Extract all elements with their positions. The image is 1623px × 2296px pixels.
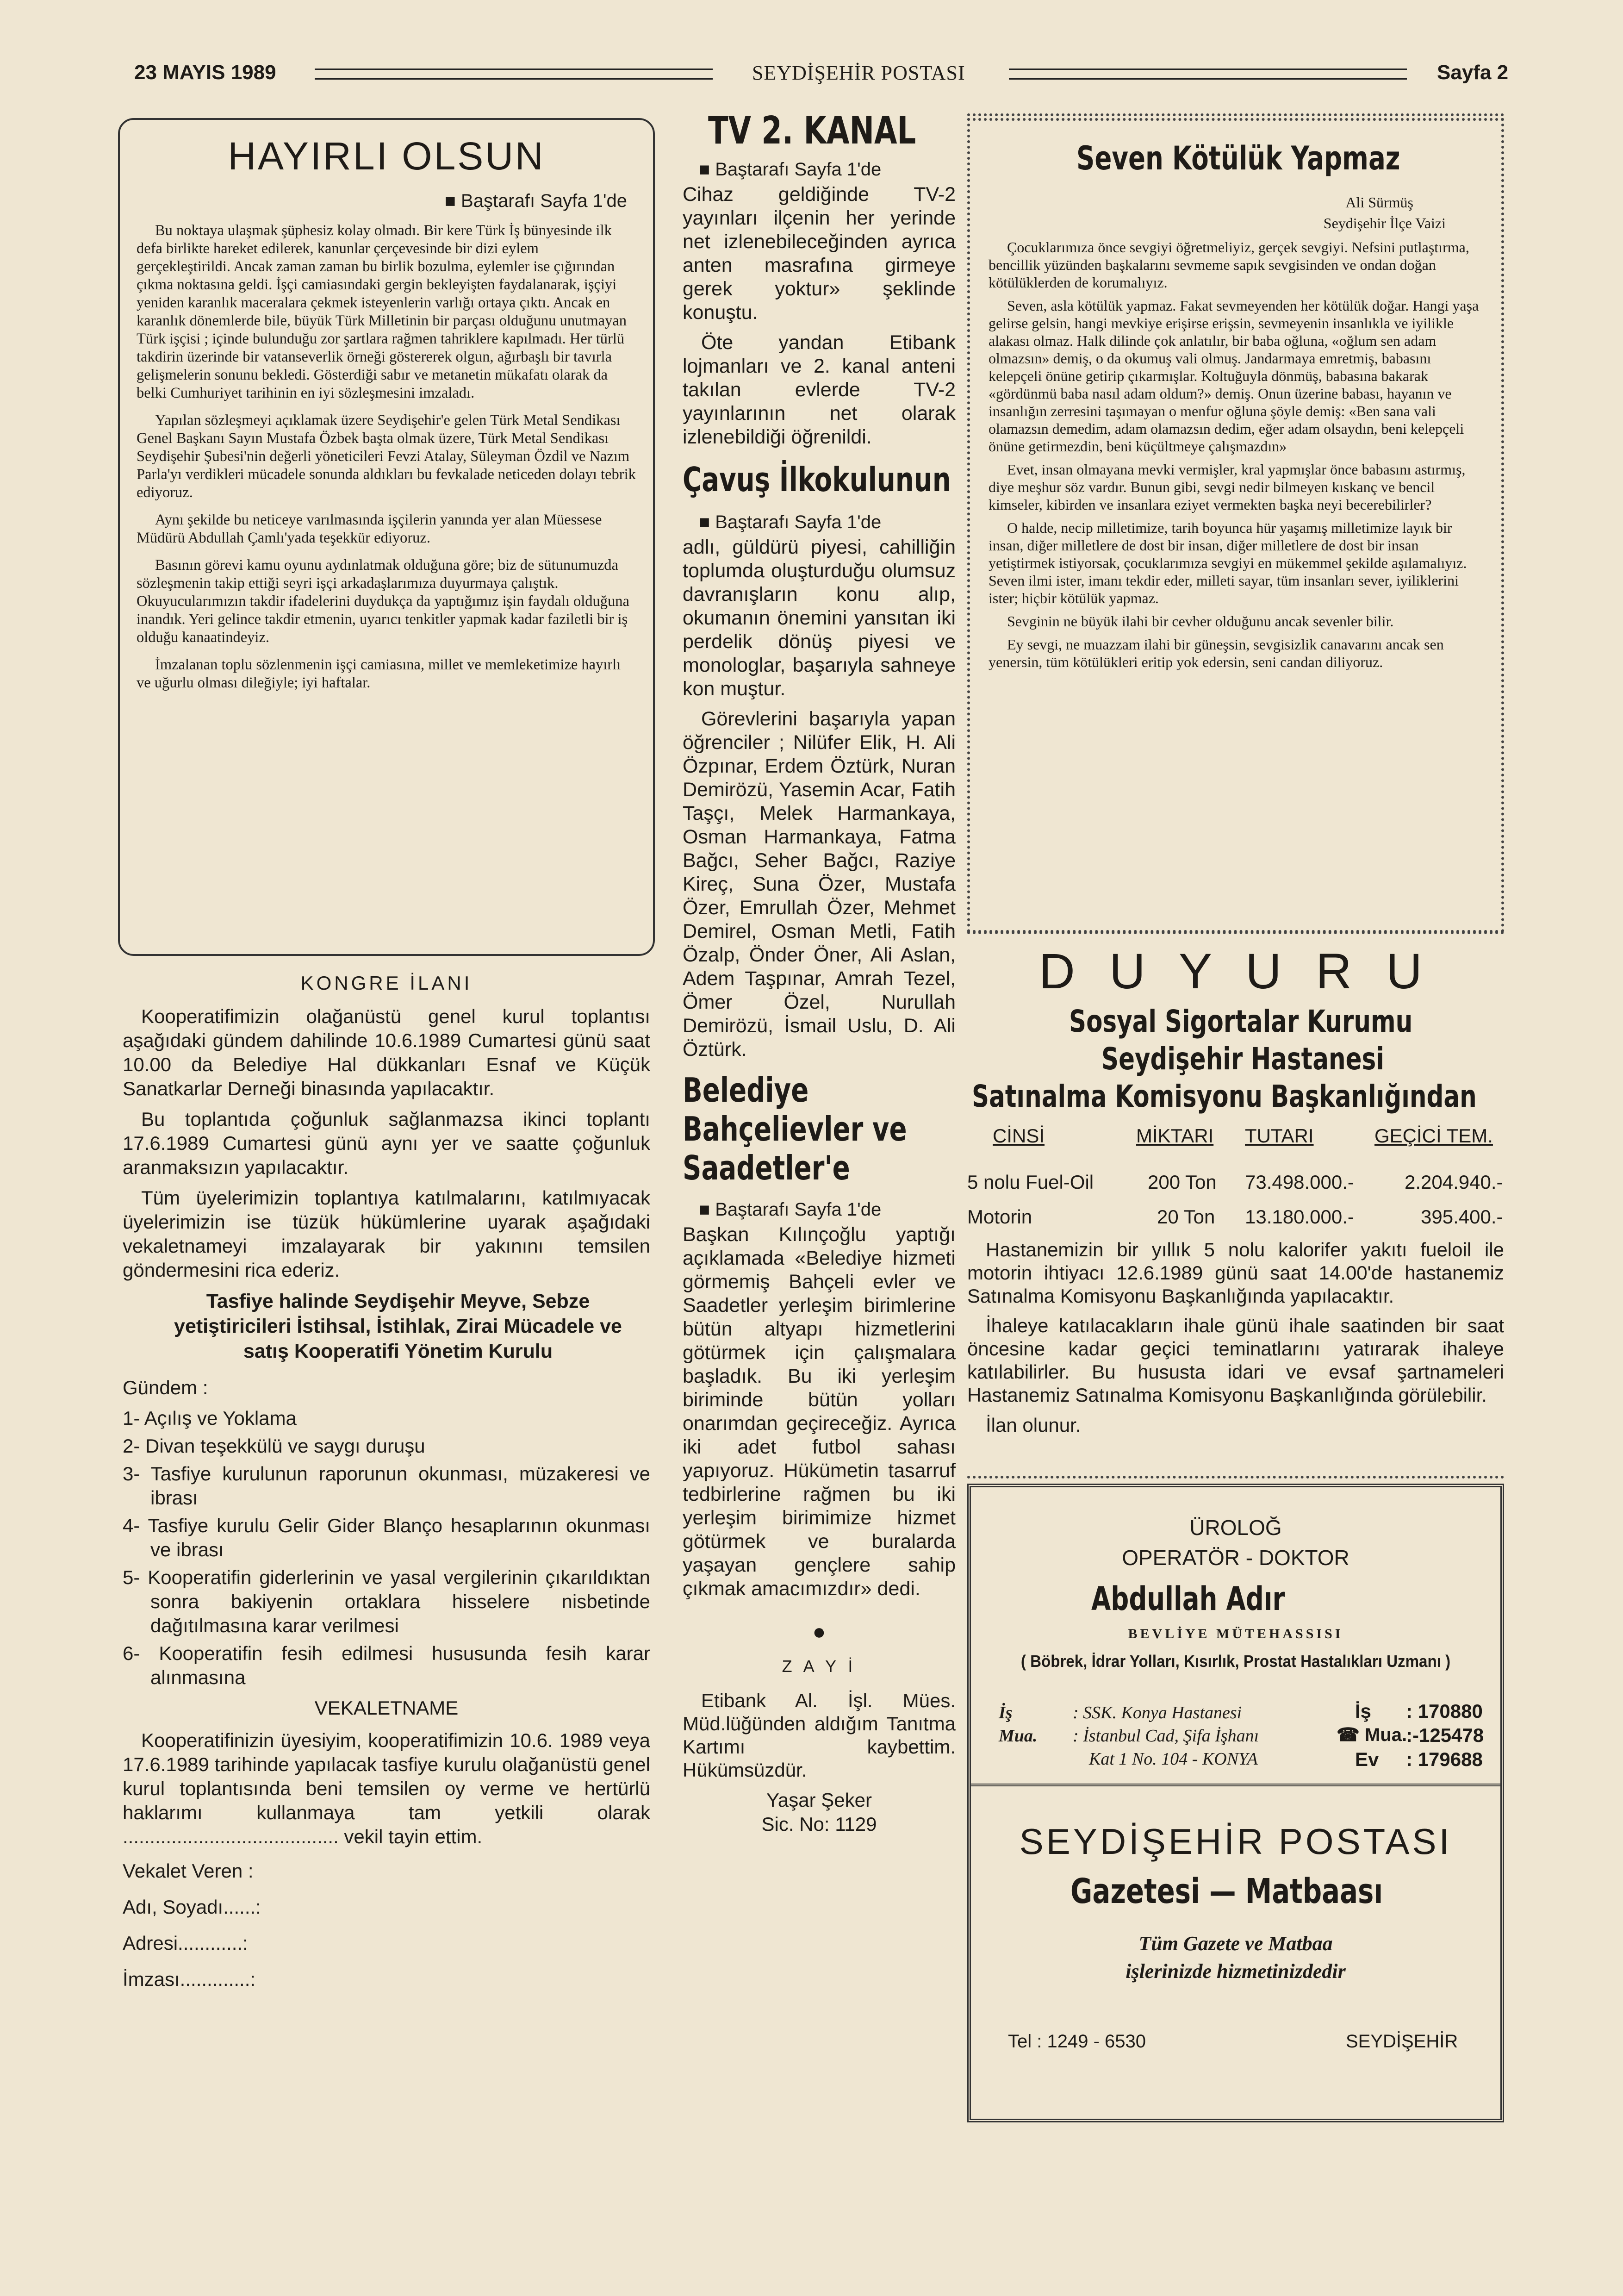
table-cell: 2.204.940.- (1405, 1171, 1503, 1193)
belediye-title: Belediye (683, 1071, 809, 1110)
seven-paragraph: Ey sevgi, ne muazzam ilahi bir güneşsin, sevgisizlik canavarını ancak sen yenersin, tüm kötülükleri eritip yok edersin, seni candan diliyoruz. (989, 636, 1444, 670)
phone-is: : 170880 (1406, 1700, 1483, 1722)
vekaletname-title: VEKALETNAME (314, 1697, 459, 1719)
table-cell: 20 Ton (1157, 1206, 1215, 1228)
header-date: 23 MAYIS 1989 (134, 61, 276, 84)
seven-role: Seydişehir İlçe Vaizi (1323, 215, 1446, 231)
duyuru-paragraph: İhaleye katılacakların ihale günü ihale saatinden bir saat öncesine kadar geçici teminatlarını yatırarak ihaleye katılabilirler. Bu hususta idari ve evsaf şartnameleri Hastanemiz Satınalma Komisyonu Başkanlığında görülebilir. (967, 1315, 1504, 1406)
hayirli-paragraph: Basının görevi kamu oyunu aydınlatmak olduğuna göre; biz de sütunumuzda sözleşmenin takip ettiği seyri işçi arkadaşlarımıza duyurmaya çalıştık. Okuyucularımızın takdir ifadelerini duydukça da yaptığımız işin faydalı olduğuna inandık. Yeri gelince takdir etmenin, uyarıcı tenkitler yapmak kadar faziletli bir iş olduğu kanaatindeyiz. (137, 557, 629, 646)
gundem-item: 4- Tasfiye kurulu Gelir Gider Blanço hesaplarının okunması ve ibrası (123, 1515, 650, 1560)
ad-subtitle-text: Gazetesi — Matbaası (1070, 1872, 1383, 1911)
gundem-item: 1- Açılış ve Yoklama (123, 1407, 297, 1429)
vekalet-field: Adresi............: (123, 1932, 248, 1954)
header-rule-left (315, 69, 713, 80)
seven-paragraph: Evet, insan olmayana mevki vermişler, kral yapmışlar önce babasını astırmış, diye meşhur söz vardır. Bunun gibi, sevgi nedir bilmeyen kıskanç ve bencil kimseler, kibirden ve insanlara eziyet vermekten başka neyi becerebilirler? (989, 461, 1466, 513)
urolog-specialty: BEVLİYE MÜTEHASSISI (1128, 1626, 1343, 1641)
duyuru-table-row (967, 1206, 1504, 1234)
seven-paragraph: Sevginin ne büyük ilahi bir cevher olduğunu ancak sevenler bilir. (1007, 613, 1394, 630)
hayirli-paragraph: İmzalanan toplu sözlenmenin işçi camiasına, millet ve memleketimize hayırlı ve uğurlu olması dileğiyle; iyi haftalar. (137, 656, 621, 691)
tv2-paragraph: Öte yandan Etibank lojmanları ve 2. kanal anteni takılan evlerde TV-2 yayınlarının net olarak izlenebildiği öğrenildi. (683, 331, 956, 448)
urolog-title: ÜROLOĞ (1189, 1516, 1282, 1540)
duyuru-paragraph: Hastanemizin bir yıllık 5 nolu kalorifer yakıtı fueloil ile motorin ihtiyacı 12.6.1989 günü saat 14.00'de hastanemiz Satınalma Komisyonu Başkanlığında yapılacaktır. (967, 1239, 1504, 1307)
middle-column (683, 109, 956, 1836)
table-cell: Motorin (967, 1206, 1032, 1228)
duyuru-org: Seydişehir Hastanesi (1101, 1041, 1384, 1077)
duyuru-org: Sosyal Sigortalar Kurumu (1069, 1004, 1413, 1039)
kongre-paragraph: Kooperatifimizin olağanüstü genel kurul toplantısı aşağıdaki gündem dahilinde 10.6.1989 Cumartesi günü saat 10.00 da Belediye Hal dükkanları Esnaf ve Küçük Sanatkarlar Derneği binasında yapılacaktır. (123, 1005, 650, 1099)
urolog-areas: ( Böbrek, İdrar Yolları, Kısırlık, Prostat Hastalıkları Uzmanı ) (1020, 1652, 1451, 1671)
phone-ev: : 179688 (1406, 1748, 1483, 1770)
cavus-paragraph: adlı, güldürü piyesi, cahilliğin toplumda oluşturduğu olumsuz davranışların konu alıp, okumanın önemini yansıtan iki perdelik dönüş piyesi ve monologlar, başarıyla sahneye kon muştur. (683, 536, 956, 700)
ad-divider (971, 1784, 1500, 1786)
phone-is-label: İş (1355, 1700, 1372, 1722)
kongre-ilani (123, 972, 650, 1991)
belediye-paragraph: Başkan Kılınçoğlu yaptığı açıklamada «Belediye hizmeti görmemiş Bahçeli evler ve Saadetler yerleşim birimlerine bütün altyapı hizmetlerini götürmek için çalışmalara başladık. Bu iki yerleşim biriminde bütün yolları onarımdan geçireceğiz. Ayrıca iki adet futbol sahası yapıyoruz. Hükümetin tasarruf tedbirlerine rağmen bu iki yerleşim birimimize hizmet götürmek ve buralarda yaşayan gençlere sahip çıkmak amacımızdır» dedi. (683, 1223, 956, 1600)
zayi-sicil: Sic. No: 1129 (761, 1813, 877, 1835)
urolog-mua-address: : İstanbul Cad, Şifa İşhanı (1073, 1726, 1259, 1746)
gundem-item: 6- Kooperatifin fesih edilmesi hususunda fesih karar alınmasına (123, 1642, 650, 1688)
table-cell: 73.498.000.- (1245, 1171, 1354, 1193)
phone-ev-label: Ev (1355, 1748, 1379, 1770)
table-cell: 13.180.000.- (1245, 1206, 1354, 1228)
kongre-paragraph: Bu toplantıda çoğunluk sağlanmazsa ikinci toplantı 17.6.1989 Cumartesi günü aynı yer ve saatte çoğunluk aranmaksızın yapılacaktır. (123, 1108, 650, 1178)
table-cell: 395.400.- (1421, 1206, 1503, 1228)
cavus-paragraph: Görevlerini başarıyla yapan öğrenciler ; Nilüfer Elik, H. Ali Özpınar, Erdem Öztürk, Nuran Demirözü, Yasemin Acar, Fatih Taşçı, Melek Harmankaya, Osman Harmankaya, Fatma Bağcı, Seher Bağcı, Raziye Kireç, Suna Özer, Mustafa Özer, Emrullah Özer, Mehmet Demirel, Osman Metli, Fatih Özalp, Önder Öner, Ali Aslan, Adem Taşpınar, Amrah Tezel, Ömer Özel, Nurullah Demirözü, İsmail Uslu, D. Ali Öztürk. (683, 708, 956, 1061)
vekaletname-text: Kooperatifinizin üyesiyim, kooperatifimizin 10.6. 1989 veya 17.6.1989 tarihinde yapılacak tasfiye kurulu olağanüstü genel kurul toplantısında beni temsilen oy verme ve hertürlü haklarımı kullanmaya tam yetkili olarak ........................................ vekil tayin ettim. (123, 1729, 650, 1847)
belediye-continued: ■ Baştarafı Sayfa 1'de (699, 1199, 882, 1220)
phone-mua-label: ☎ Mua. (1337, 1725, 1407, 1745)
wavy-divider-top (967, 113, 1504, 123)
zayi-name: Yaşar Şeker (766, 1789, 872, 1811)
kongre-title: KONGRE İLANI (300, 972, 473, 994)
duyuru-title: D U Y U R U (1038, 943, 1433, 999)
urolog-name (1091, 1580, 1339, 1618)
col-header: GEÇİCİ TEM. (1374, 1125, 1493, 1147)
tv2-paragraph: Cihaz geldiğinde TV-2 yayınları ilçenin her yerinde net izlenebileceğinden ayrıca anten masrafına girmeye gerek yoktur» şeklinde konuştu. (683, 183, 956, 324)
urolog-is-label: İş (999, 1703, 1013, 1722)
gundem-list (123, 1406, 650, 1690)
tv2-title: TV 2. KANAL (708, 109, 916, 153)
wavy-divider-bottom (967, 931, 1504, 941)
seven-kotuluk-yapmaz-article (967, 118, 1504, 933)
hayirli-continued: ■ Baştarafı Sayfa 1'de (444, 191, 627, 211)
seven-title: Seven Kötülük Yapmaz (1076, 139, 1400, 177)
hayirli-paragraph: Bu noktaya ulaşmak şüphesiz kolay olmadı. Bir kere Türk İş bünyesinde ilk defa birlikte hareket edilerek, kanunlar çerçevesinde bir dizi eylem gerçekleştirildi. Ancak zaman zaman bu birlik bozulma, eylemler ise çığırından çıkma noktasına geldi. İşçi camiasındaki gergin bekleyişten faydalanarak, işçiyi yeniden karanlık maceralara çekmek isteyenlerin varlığı ortaya çıktı. Ancak en karanlık dönemlerde bile, büyük Türk Milletinin bir parçası olduğunu unutmayan Türk işçisi ; içinde bulunduğu zor şartlara rağmen tahriklere kapılmadı. Her türlü takdirin üzerinde bir vatanseverlik örneği göstererek olgun, ağırbaşlı bir tavırla gelişmelerin sonunu bekledi. Gösterdiği sabır ve metanetin mükafatı olarak da belki Cumhuriyet tarihinin en iyi sözleşmesini imzaladı. (137, 222, 627, 401)
tv2-continued: ■ Baştarafı Sayfa 1'de (699, 159, 882, 180)
duyuru-announcement (967, 942, 1504, 1114)
header-paper-name: SEYDİŞEHİR POSTASI (752, 62, 965, 84)
gundem-item: 5- Kooperatifin giderlerinin ve yasal vergilerinin çıkarıldıktan sonra bakiyenin ortaklara hisselere nisbetinde dağıtılmasına karar verilmesi (123, 1566, 650, 1636)
seven-paragraph: Seven, asla kötülük yapmaz. Fakat sevmeyenden her kötülük doğar. Hangi yaşa gelirse gelsin, hangi mevkiye erişirse erişsin, sevmeyenin insanlıkla ve iyilikle alakası olmaz. Halk dilinde çok anlatılır, bir baba oğluna, «oğlum sen adam olmazsın» demiş, o da okumuş vali olmuş. Jandarmaya emretmiş, babasını kelepçeli önüne getirip çıkarmışlar. Koltuğuyla dönmüş, babasına bakarak «gördünmü baba nasıl adam oldum?» demiş. Onun üzerine babası, hayanın ve insanlığın zerresini taşımayan o menfur oğluna şöyle demiş: «Ben sana vali olamazsın demedim, adam olamazsın dedim, eğer adam olsaydın, beni kelepçeli önüne getirmezdin, beni küçültmeye çalışmazdın» (989, 297, 1479, 455)
gundem-label: Gündem : (123, 1377, 208, 1398)
hayirli-paragraph: Aynı şekilde bu neticeye varılmasında işçilerin yanında yer alan Müessese Müdürü Abdullah Çamlı'yada teşekkür ediyoruz. (137, 512, 602, 546)
ad-paper-title: SEYDİŞEHİR POSTASI (1019, 1821, 1452, 1862)
table-cell: 200 Ton (1148, 1171, 1217, 1193)
belediye-title: Bahçelievler ve (683, 1110, 907, 1148)
cavus-continued: ■ Baştarafı Sayfa 1'de (699, 512, 882, 532)
hayirli-olsun-article (118, 118, 655, 956)
urolog-name-text: Abdullah Adır (1091, 1580, 1285, 1618)
col-header: CİNSİ (993, 1125, 1045, 1147)
zayi-title: Z A Y İ (782, 1657, 857, 1676)
header-page-number: Sayfa 2 (1437, 61, 1509, 84)
duyuru-org: Satınalma Komisyonu Başkanlığından (972, 1079, 1477, 1114)
hayirli-paragraph: Yapılan sözleşmeyi açıklamak üzere Seydişehir'e gelen Türk Metal Sendikası Genel Başkanı Sayın Mustafa Özbek başta olmak üzere, Türk Metal Sendikası Seydişehir Şubesi'nin değerli yöneticileri Fevzi Atalay, Süleyman Özdil ve Nazım Parla'yı verdikleri mücadele sonunda aldıkları bu fevkalade neticeden dolayı tebrik ediyoruz. (137, 412, 636, 501)
col-header: MİKTARI (1136, 1125, 1214, 1147)
bullet-dot: ● (812, 1620, 826, 1644)
gundem-item: 2- Divan teşekkülü ve saygı duruşu (123, 1435, 425, 1457)
cavus-title: Çavuş İlkokulunun (683, 460, 951, 499)
ad-slogan: işlerinizde hizmetinizdedir (1126, 1960, 1346, 1983)
urolog-mua-label: Mua. (999, 1726, 1038, 1746)
gundem-item: 3- Tasfiye kurulunun raporunun okunması, müzakeresi ve ibrası (123, 1463, 650, 1509)
urolog-mua-address-line2: Kat 1 No. 104 - KONYA (1089, 1749, 1258, 1769)
duyuru-body (967, 1238, 1504, 1437)
advertisements-box (967, 1484, 1504, 2122)
vekalet-field: Vekalet Veren : (123, 1860, 254, 1882)
table-cell: 5 nolu Fuel-Oil (967, 1171, 1094, 1193)
header-rule-right (1009, 69, 1407, 80)
seven-author: Ali Sürmüş (1345, 194, 1413, 211)
zayi-text: Etibank Al. İşl. Mües. Müd.lüğünden aldığım Tanıtma Kartımı kaybettim. Hükümsüzdür. (683, 1690, 956, 1781)
duyuru-table-row (967, 1171, 1504, 1199)
col-header: TUTARI (1245, 1125, 1314, 1147)
ad-place: SEYDİŞEHİR (1346, 2031, 1458, 2052)
vekalet-field: İmzası.............: (123, 1968, 256, 1990)
ad-phone: Tel : 1249 - 6530 (1008, 2031, 1146, 2052)
phone-mua: :-125478 (1406, 1724, 1484, 1746)
duyuru-table-header (967, 1125, 1504, 1153)
urolog-is-address: : SSK. Konya Hastanesi (1073, 1703, 1242, 1722)
seven-paragraph: O halde, necip milletimize, tarih boyunca hür yaşamış milletimize layık bir insan, diğer milletlere de dost bir insan, diğer milletlere de dost bir insan yetiştirmek istiyorsak, çocuklarımıza sevgiyi en mükemmel şekilde aşılamalıyız. Seven ilmi ister, imanı tekdir eder, milleti sayar, tüm insanları sever, iyiliklerini ister; hiçbir kötülük yapmaz. (989, 519, 1467, 606)
kongre-paragraph: Tüm üyelerimizin toplantıya katılmalarını, katılmıyacak üyelerimizin ise tüzük hükümlerine uyarak aşağıdaki vekaletnameyi imzalayarak bir yakınını temsilen göndermesini rica ederiz. (123, 1187, 650, 1281)
belediye-title: Saadetler'e (683, 1148, 850, 1187)
urolog-subtitle: OPERATÖR - DOKTOR (1122, 1546, 1349, 1570)
wavy-divider-ad (967, 1476, 1504, 1485)
duyuru-closing: İlan olunur. (986, 1414, 1081, 1436)
kongre-signer: Tasfiye halinde Seydişehir Meyve, Sebze yetiştiricileri İstihsal, İstihlak, Zirai Mücadele ve satış Kooperatifi Yönetim Kurulu (174, 1290, 622, 1362)
vekalet-field: Adı, Soyadı......: (123, 1896, 261, 1918)
seven-paragraph: Çocuklarımıza önce sevgiyi öğretmeliyiz, gerçek sevgiyi. Nefsini putlaştırma, bencillik yüzünden başkalarını sevmeme sapık sevgisinden ve ondan doğan kötülüklerden de korumalıyız. (989, 239, 1469, 291)
ad-slogan: Tüm Gazete ve Matbaa (1138, 1932, 1333, 1955)
hayirli-title: HAYIRLI OLSUN (228, 134, 545, 178)
ad-subtitle (1070, 1872, 1471, 1911)
